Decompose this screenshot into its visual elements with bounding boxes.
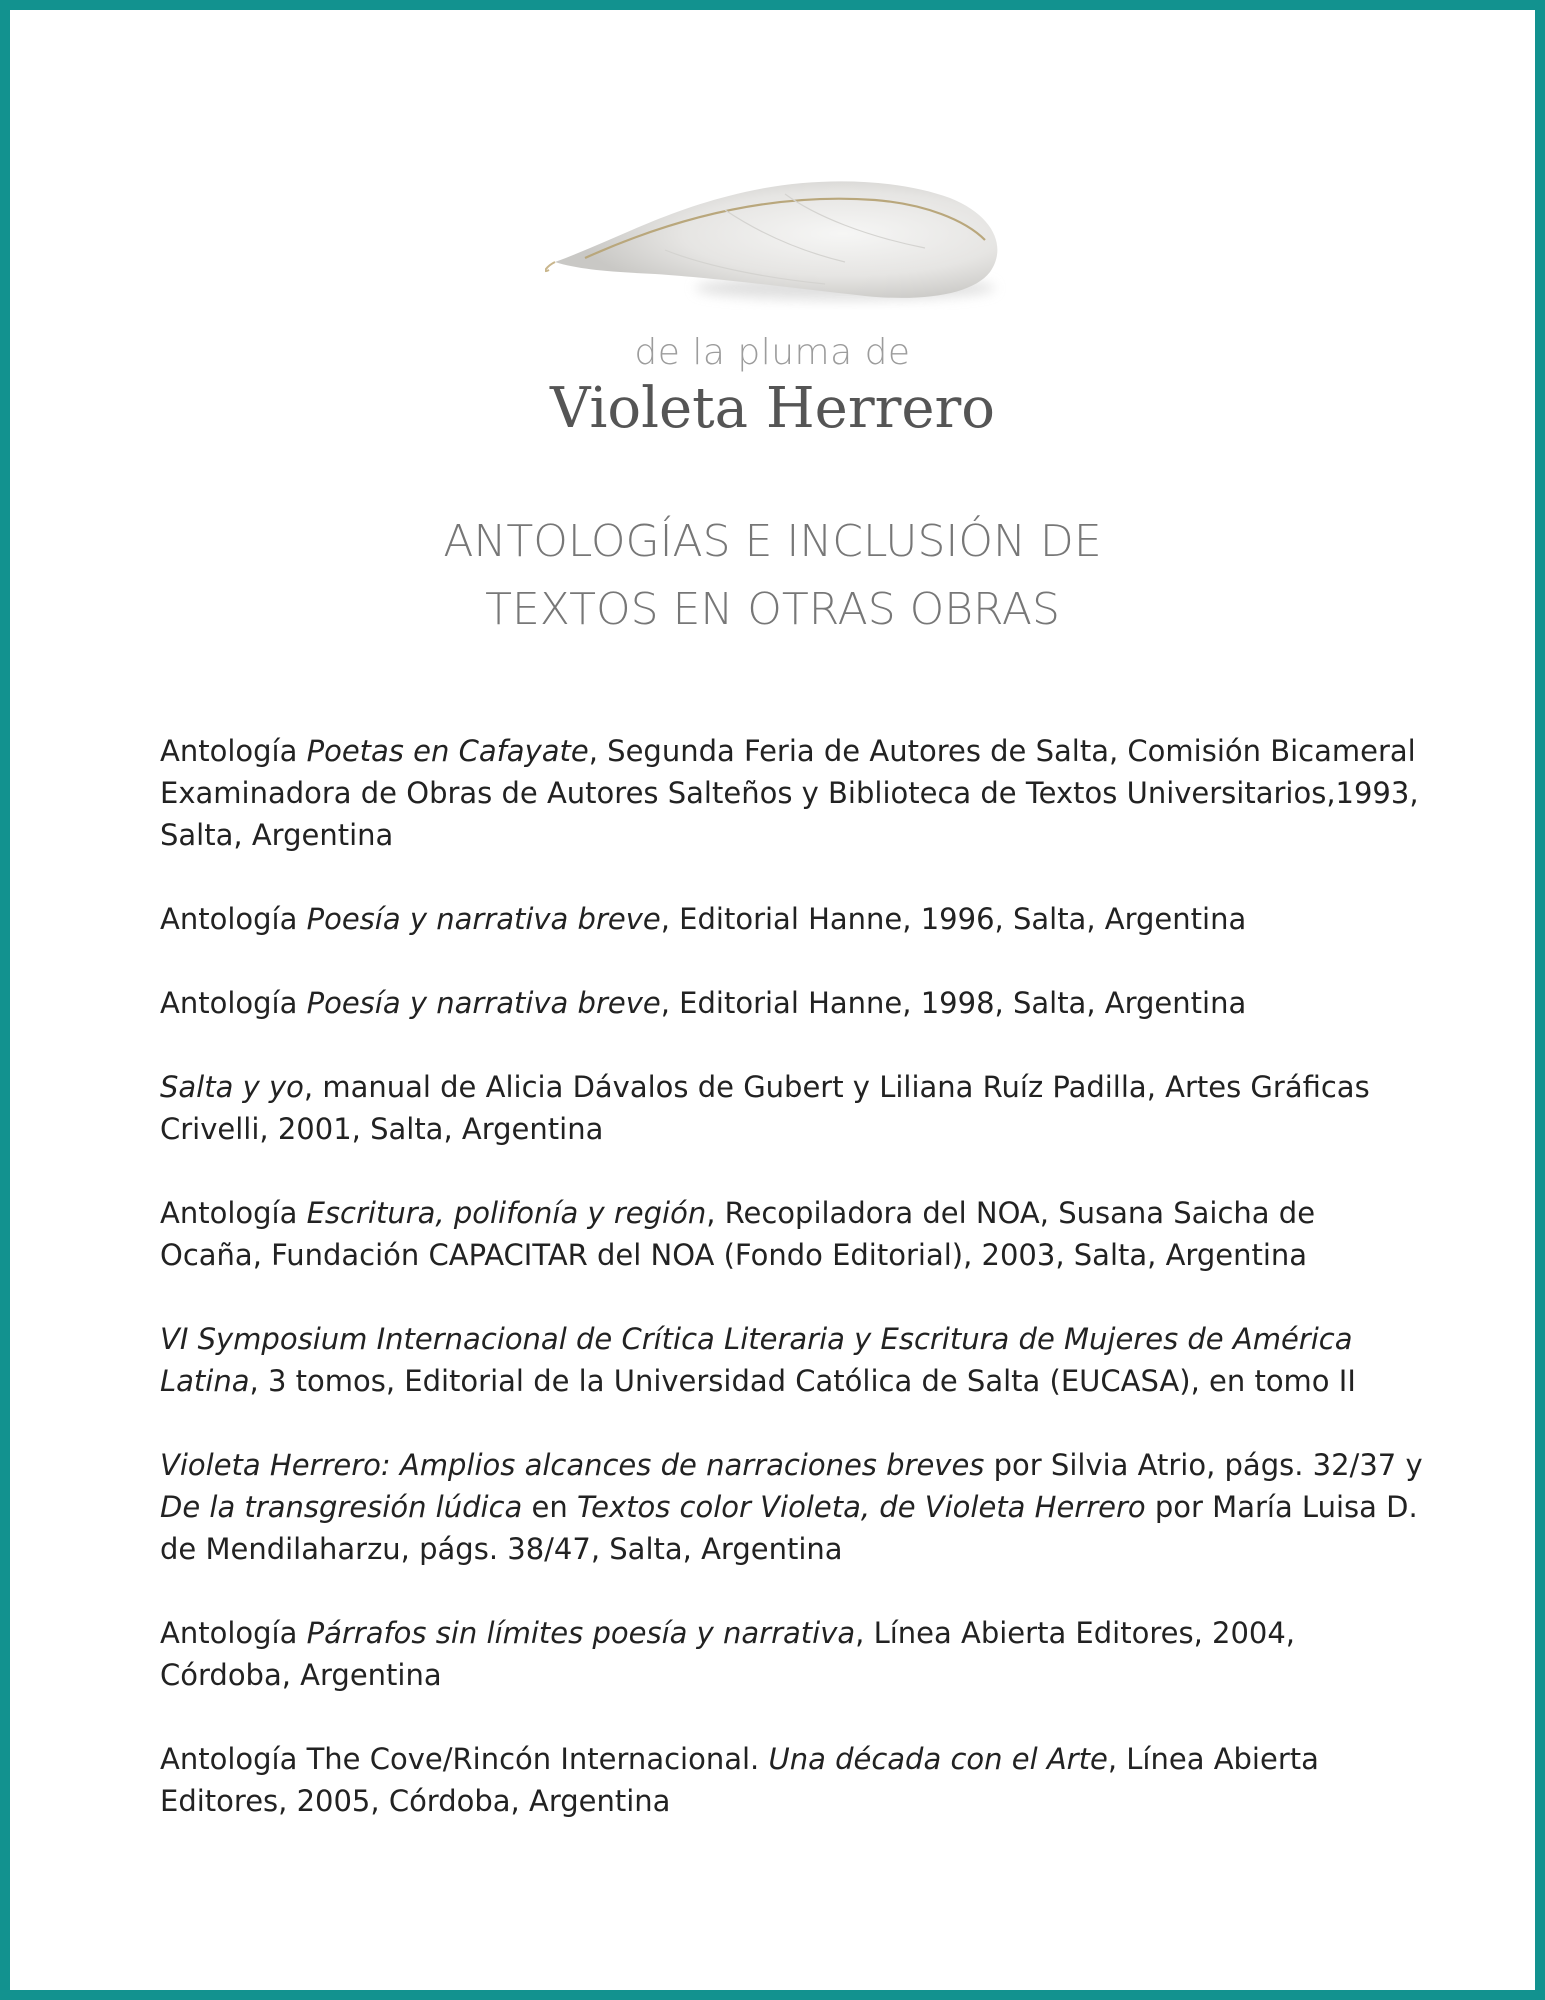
bibliography-entry: VI Symposium Internacional de Crítica Literaria y Escritura de Mujeres de América Latina, 3 tomos, Editorial de la Universidad Católica de Salta (EUCASA), en tomo II [160,1322,1356,1398]
feather-icon [545,170,1015,320]
section-title-line-2: TEXTOS EN OTRAS OBRAS [485,584,1060,635]
bibliography-entry: Antología The Cove/Rincón Internacional. Una década con el Arte, Línea Abierta Editores, 2005, Córdoba, Argentina [160,1742,1319,1818]
section-title-line-1: ANTOLOGÍAS E INCLUSIÓN DE [443,516,1102,567]
bibliography-entry: Antología Poesía y narrativa breve, Editorial Hanne, 1996, Salta, Argentina [160,902,1247,936]
section-title [10,508,1535,644]
brand-subtitle: de la pluma de [634,332,911,373]
bibliography-entry: Violeta Herrero: Amplios alcances de narraciones breves por Silvia Atrio, págs. 32/37 y De la transgresión lúdica en Textos color Violeta, de Violeta Herrero por María Luisa D. de Mendilaharzu, págs. 38/47, Salta, Argentina [160,1448,1423,1566]
bibliography-list [160,730,1425,1864]
brand-name: Violeta Herrero [550,376,995,441]
bibliography-entry: Antología Párrafos sin límites poesía y narrativa, Línea Abierta Editores, 2004, Córdoba, Argentina [160,1616,1296,1692]
bibliography-entry: Antología Poesía y narrativa breve, Editorial Hanne, 1998, Salta, Argentina [160,986,1247,1020]
bibliography-entry: Antología Poetas en Cafayate, Segunda Feria de Autores de Salta, Comisión Bicameral Examinadora de Obras de Autores Salteños y Biblioteca de Textos Universitarios,1993, Salta, Argentina [160,734,1419,852]
bibliography-entry: Salta y yo, manual de Alicia Dávalos de Gubert y Liliana Ruíz Padilla, Artes Gráficas Crivelli, 2001, Salta, Argentina [160,1070,1370,1146]
bibliography-entry: Antología Escritura, polifonía y región, Recopiladora del NOA, Susana Saicha de Ocaña, Fundación CAPACITAR del NOA (Fondo Editorial), 2003, Salta, Argentina [160,1196,1316,1272]
